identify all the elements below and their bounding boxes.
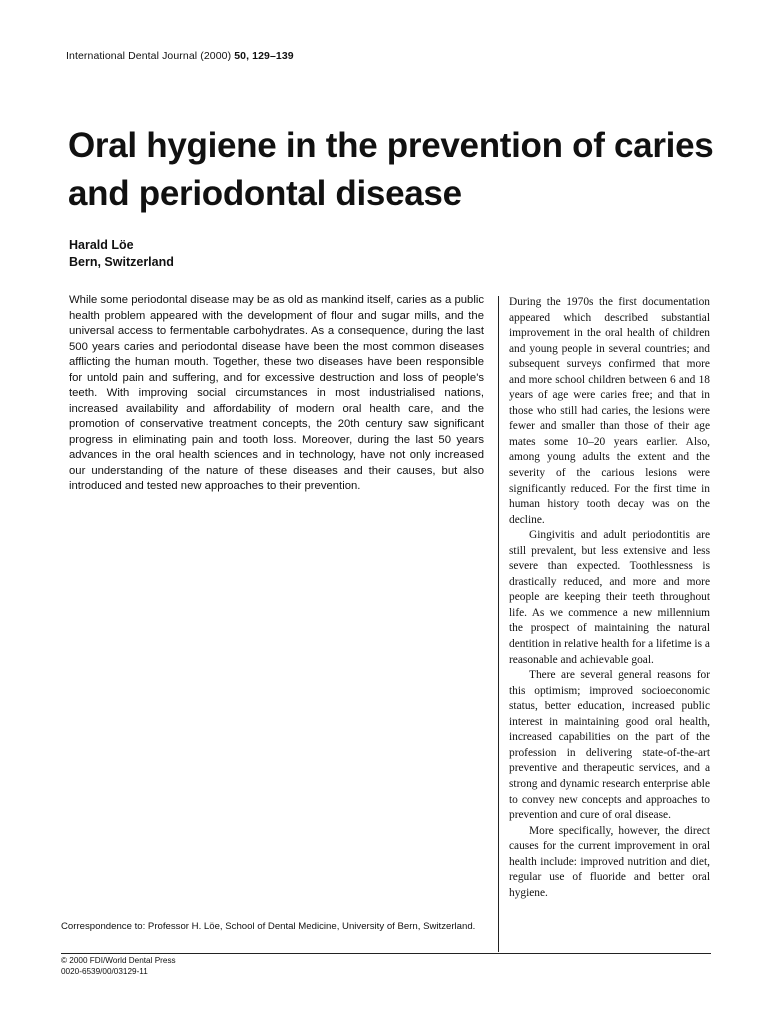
author-name: Harald Löe [69,238,134,252]
body-paragraph: More specifically, however, the direct causes for the current improvement in oral health include: improved nutrition and diet, regular use of fluoride and better oral hygiene. [509,824,710,899]
journal-pages: 129–139 [252,50,294,62]
journal-volume: 50, [234,50,250,62]
article-title: Oral hygiene in the prevention of caries and periodontal disease [68,126,714,213]
footer-divider [61,953,711,954]
abstract: While some periodontal disease may be as old as mankind itself, caries as a public health problem appeared with the development of flour and sugar mills, and the universal access to fermentable carbohydrates. As a consequence, during the last 500 years caries and periodontal disease have been the most common diseases afflicting the human mouth. Together, these two diseases have been responsible for untold pain and suffering, and for excessive destruction and loss of people's teeth. With improving social circumstances in most industrialised nations, increased availability and affordability of modern oral health care, and the promotion of conservative treatment concepts, the 20th century saw significant progress in eliminating pain and tooth loss. Moreover, during the last 50 years advances in the oral health sciences and in technology, have not only increased our understanding of the nature of these diseases and their causes, but also introduced and tested new approaches to their prevention. [69,294,484,492]
body-paragraph: There are several general reasons for this optimism; improved socioeconomic status, better education, increased public interest in maintaining good oral health, increased capabilities on the part of the profession in delivering state-of-the-art preventive and therapeutic services, and a strong and dynamic research enterprise able to convey new concepts and approaches to prevention and cure of oral disease. [509,669,710,822]
publication-code: 0020-6539/00/03129-11 [61,966,148,976]
author-location: Bern, Switzerland [69,255,174,269]
journal-reference [66,50,294,62]
body-column [509,295,710,901]
body-paragraph: During the 1970s the first documentation appeared which described substantial improvement in the oral health of children and young people in several countries; and subsequent surveys confirmed that more and more school children between 6 and 18 years of age were caries free; and that in those who still had caries, the lesions were fewer and smaller than those of their age mates some 10–20 years earlier. Also, among young adults the extent and the severity of the carious lesions were significantly reduced. For the first time in human history tooth decay was on the decline. [509,296,710,526]
author-block [69,237,174,271]
copyright-notice: © 2000 FDI/World Dental Press [61,956,176,965]
body-paragraph: Gingivitis and adult periodontitis are still prevalent, but less extensive and less severe than expected. Toothlessness is drastically reduced, and more and more people are keeping their teeth throughout life. As we commence a new millennium the prospect of maintaining the natural dentition in relative health for a lifetime is a reasonable and achievable goal. [509,529,710,666]
journal-name: International Dental Journal (2000) [66,50,232,62]
correspondence-note: Correspondence to: Professor H. Löe, School of Dental Medicine, University of Bern, Switzerland. [61,921,476,932]
column-divider [498,296,499,952]
footer [61,956,176,977]
